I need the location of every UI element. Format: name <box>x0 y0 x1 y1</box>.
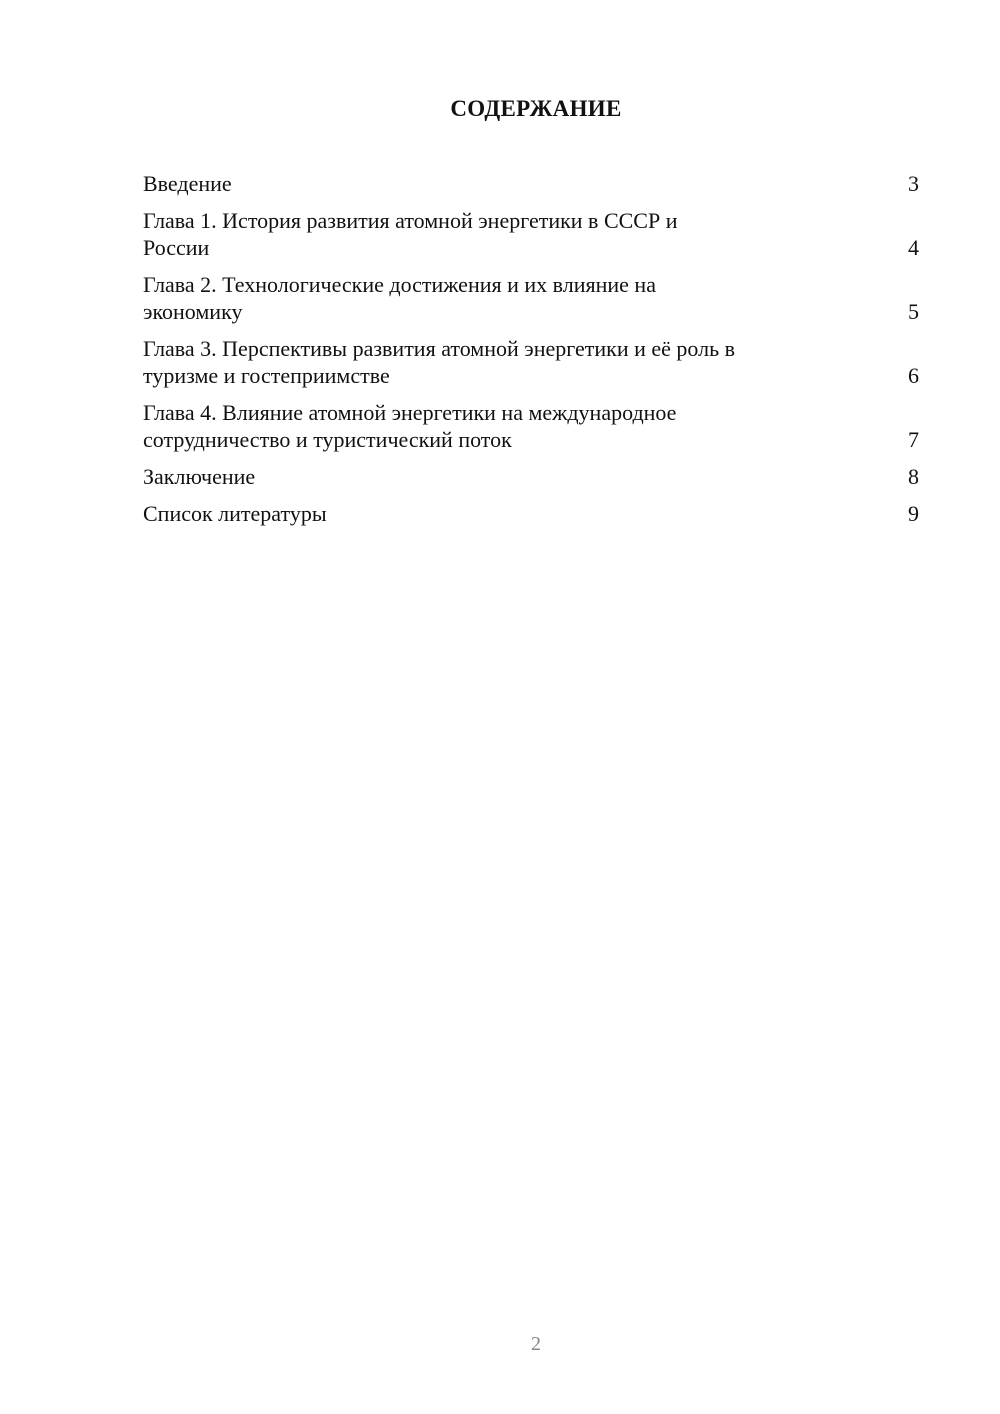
toc-entry-page: 9 <box>908 501 919 526</box>
toc-entry-page: 5 <box>908 299 919 324</box>
toc-entry-title: Глава 4. Влияние атомной энергетики на международное сотрудничество и туристический поток <box>143 400 677 452</box>
page-number: 2 <box>531 1333 541 1355</box>
table-of-contents <box>143 170 919 537</box>
toc-entry-conclusion[interactable] <box>143 463 919 490</box>
toc-entry-chapter-3[interactable] <box>143 335 919 389</box>
toc-entry-title: Список литературы <box>143 501 327 526</box>
toc-entry-chapter-4[interactable] <box>143 399 919 453</box>
toc-entry-introduction[interactable] <box>143 170 919 197</box>
toc-entry-page: 6 <box>908 363 919 388</box>
page-title: СОДЕРЖАНИЕ <box>450 96 622 121</box>
toc-entry-title: Введение <box>143 171 232 196</box>
toc-entry-chapter-2[interactable] <box>143 271 919 325</box>
toc-entry-title: Заключение <box>143 464 256 489</box>
toc-entry-chapter-1[interactable] <box>143 207 919 261</box>
toc-entry-title: Глава 3. Перспективы развития атомной энергетики и её роль в туризме и гостеприимстве <box>143 336 736 388</box>
toc-entry-page: 8 <box>908 464 919 489</box>
toc-entry-page: 4 <box>908 235 919 260</box>
toc-entry-page: 3 <box>908 171 919 196</box>
toc-entry-title: Глава 2. Технологические достижения и их влияние на экономику <box>143 272 656 324</box>
toc-entry-references[interactable] <box>143 500 919 527</box>
toc-entry-title: Глава 1. История развития атомной энергетики в СССР и России <box>143 208 678 260</box>
toc-entry-page: 7 <box>908 427 919 452</box>
